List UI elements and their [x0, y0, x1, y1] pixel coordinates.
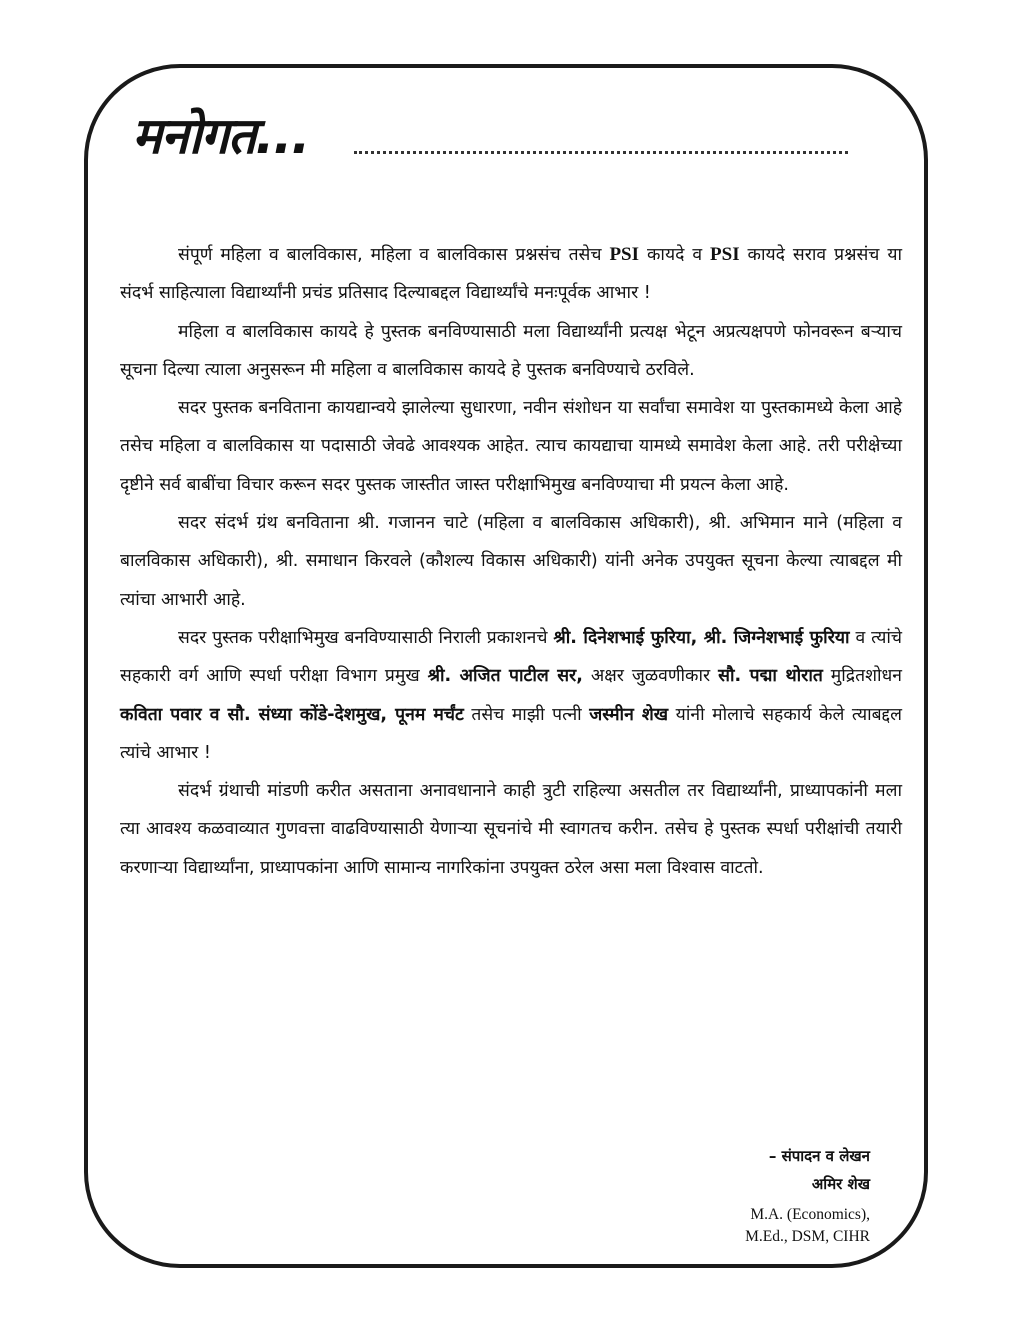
signature-block [745, 1142, 870, 1248]
text-run: संदर्भ ग्रंथाची मांडणी करीत असताना अनावधानाने काही त्रुटी राहिल्या असतील तर विद्यार्थ्यांनी, प्राध्यापकांनी मला त्या आवश्य कळवाव्यात गुणवत्ता वाढविण्यासाठी येणाऱ्या सूचनांचे मी स्वागतच करीन. तसेच हे पुस्तक स्पर्धा परीक्षांची तयारी करणाऱ्या विद्यार्थ्यांना, प्राध्यापकांना आणि सामान्य नागरिकांना उपयुक्त ठरेल असा मला विश्वास वाटतो. [120, 781, 903, 878]
signature-role: – संपादन व लेखन [768, 1147, 870, 1165]
text-run: सदर पुस्तक बनविताना कायद्यान्वये झालेल्या सुधारणा, नवीन संशोधन या सर्वांचा समावेश या पुस्तकामध्ये केला आहे तसेच महिला व बालविकास या पदासाठी जेवढे आवश्यक आहेत. त्याच कायद्याचा यामध्ये समावेश केला आहे. तरी परीक्षेच्या दृष्टीने सर्व बाबींचा विचार करून सदर पुस्तक जास्तीत जास्त परीक्षाभिमुख बनविण्याचा मी प्रयत्न केला आहे. [120, 398, 902, 495]
signature-name: अमिर शेख [811, 1175, 870, 1193]
paragraph [120, 772, 902, 887]
text-run: महिला व बालविकास कायदे हे पुस्तक बनविण्यासाठी मला विद्यार्थ्यांनी प्रत्यक्ष भेटून अप्रत्यक्षपणे फोनवरून बऱ्याच सूचना दिल्या त्याला अनुसरून मी महिला व बालविकास कायदे हे पुस्तक बनविण्याचे ठरविले. [120, 321, 902, 380]
text-run: कायदे व [639, 245, 711, 265]
paragraph [120, 504, 902, 619]
paragraph [120, 619, 902, 772]
paragraph [120, 236, 902, 313]
heading-dotted-rule [354, 151, 848, 154]
bold-text-run: PSI [609, 244, 640, 265]
text-run: सदर पुस्तक परीक्षाभिमुख बनविण्यासाठी निराली प्रकाशनचे [178, 627, 554, 648]
body-text [120, 236, 902, 887]
bold-text-run: जस्मीन शेख [589, 704, 669, 725]
text-run: कायदे सराव प्रश्नसंच या संदर्भ साहित्याला विद्यार्थ्यांनी प्रचंड प्रतिसाद दिल्याबद्दल विद्यार्थ्यांचे मनःपूर्वक आभार ! [120, 245, 903, 304]
text-run: मुद्रितशोधन [822, 666, 902, 687]
text-run: अक्षर जुळवणीकार [582, 666, 719, 687]
bold-text-run: श्री. अजित पाटील सर, [427, 666, 583, 687]
bold-text-run: श्री. दिनेशभाई फुरिया, श्री. जिग्नेशभाई फुरिया [553, 627, 850, 648]
bold-text-run: PSI [710, 244, 740, 265]
text-run: तसेच माझी पत्नी [463, 704, 590, 725]
paragraph [120, 313, 902, 390]
bold-text-run: कविता पवार व सौ. संध्या कोंडे-देशमुख, पूनम मर्चंट [120, 704, 464, 725]
text-run: संपूर्ण महिला व बालविकास, महिला व बालविकास प्रश्नसंच तसेच [178, 245, 610, 265]
paragraph [120, 389, 902, 504]
page-title: मनोगत... [132, 107, 310, 165]
text-run: व त्यांचे सहकारी वर्ग आणि स्पर्धा परीक्षा विभाग प्रमुख [120, 627, 903, 687]
heading-row [132, 96, 852, 176]
text-run: यांनी मोलाचे सहकार्य केले त्याबद्दल त्यांचे आभार ! [120, 704, 902, 763]
signature-credentials-1: M.A. (Economics), [750, 1206, 870, 1223]
signature-credentials-2: M.Ed., DSM, CIHR [745, 1228, 870, 1245]
bold-text-run: सौ. पद्मा थोरात [718, 666, 823, 687]
text-run: सदर संदर्भ ग्रंथ बनविताना श्री. गजानन चाटे (महिला व बालविकास अधिकारी), श्री. अभिमान माने (महिला व बालविकास अधिकारी), श्री. समाधान किरवले (कौशल्य विकास अधिकारी) यांनी अनेक उपयुक्त सूचना केल्या त्याबद्दल मी त्यांचा आभारी आहे. [120, 513, 902, 610]
